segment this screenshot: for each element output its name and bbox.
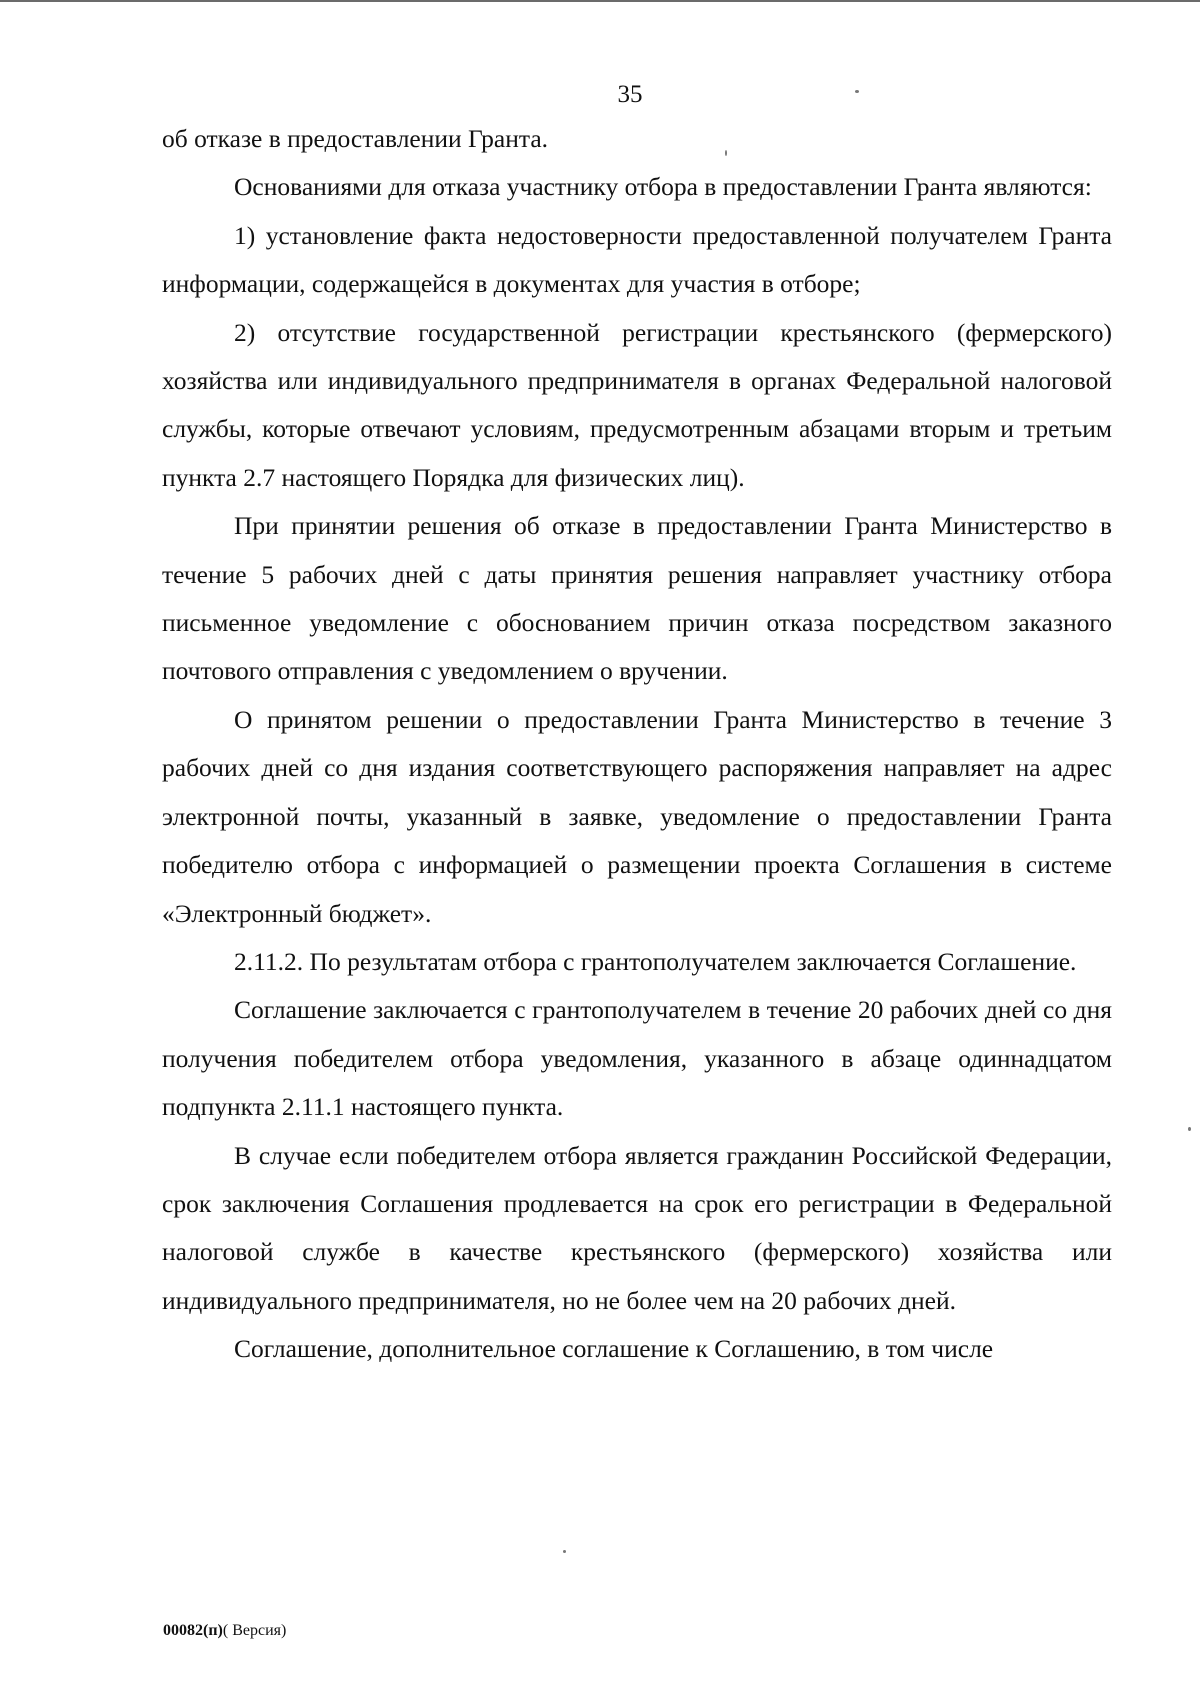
top-border-line bbox=[0, 0, 1200, 2]
document-body bbox=[162, 115, 1112, 1374]
paragraph-section-2-11-2: 2.11.2. По результатам отбора с грантополучателем заключается Соглашение. bbox=[234, 946, 1077, 976]
document-code: 00082(п) bbox=[163, 1622, 223, 1639]
paragraph-grant-notice: О принятом решении о предоставлении Гранта Министерство в течение 3 рабочих дней со дня издания соответствующего распоряжения направляет на адрес электронной почты, указанный в заявке, уведомление о предоставлении Гранта победителю отбора с информацией о размещении проекта Соглашения в системе «Электронный бюджет». bbox=[162, 704, 1112, 928]
paragraph-ground-1: 1) установление факта недостоверности предоставленной получателем Гранта информации, содержащейся в документах для участия в отборе; bbox=[162, 220, 1112, 299]
document-footer-code bbox=[163, 1621, 286, 1641]
paragraph-agreement-additional: Соглашение, дополнительное соглашение к Соглашению, в том числе bbox=[234, 1334, 994, 1364]
paragraph-refusal-grounds: Основаниями для отказа участнику отбора в предоставлении Гранта являются: bbox=[234, 172, 1092, 202]
paragraph-agreement-extension: В случае если победителем отбора является гражданин Российской Федерации, срок заключения Соглашения продлевается на срок его регистрации в Федеральной налоговой службе в качестве крестьянского (фермерского) хозяйства или индивидуального предпринимателя, но не более чем на 20 рабочих дней. bbox=[162, 1140, 1112, 1315]
paragraph-continuation: об отказе в предоставлении Гранта. bbox=[162, 124, 549, 153]
scan-speck bbox=[855, 90, 859, 93]
paragraph-agreement-term: Соглашение заключается с грантополучателем в течение 20 рабочих дней со дня получения победителем отбора уведомления, указанного в абзаце одиннадцатом подпункта 2.11.1 настоящего пункта. bbox=[162, 995, 1112, 1122]
scan-speck bbox=[563, 1550, 566, 1553]
paragraph-ground-2: 2) отсутствие государственной регистрации крестьянского (фермерского) хозяйства или индивидуального предпринимателя в органах Федеральной налоговой службы, которые отвечают условиям, предусмотренным абзацами вторым и третьим пункта 2.7 настоящего Порядка для физических лиц). bbox=[162, 317, 1112, 492]
scan-speck bbox=[1188, 1127, 1191, 1131]
scan-speck bbox=[725, 150, 727, 156]
document-version: ( Версия) bbox=[222, 1622, 287, 1639]
paragraph-refusal-notice: При принятии решения об отказе в предоставлении Гранта Министерство в течение 5 рабочих дней с даты принятия решения направляет участнику отбора письменное уведомление с обоснованием причин отказа посредством заказного почтового отправления с уведомлением о вручении. bbox=[162, 511, 1112, 686]
page-number: 35 bbox=[617, 81, 643, 108]
